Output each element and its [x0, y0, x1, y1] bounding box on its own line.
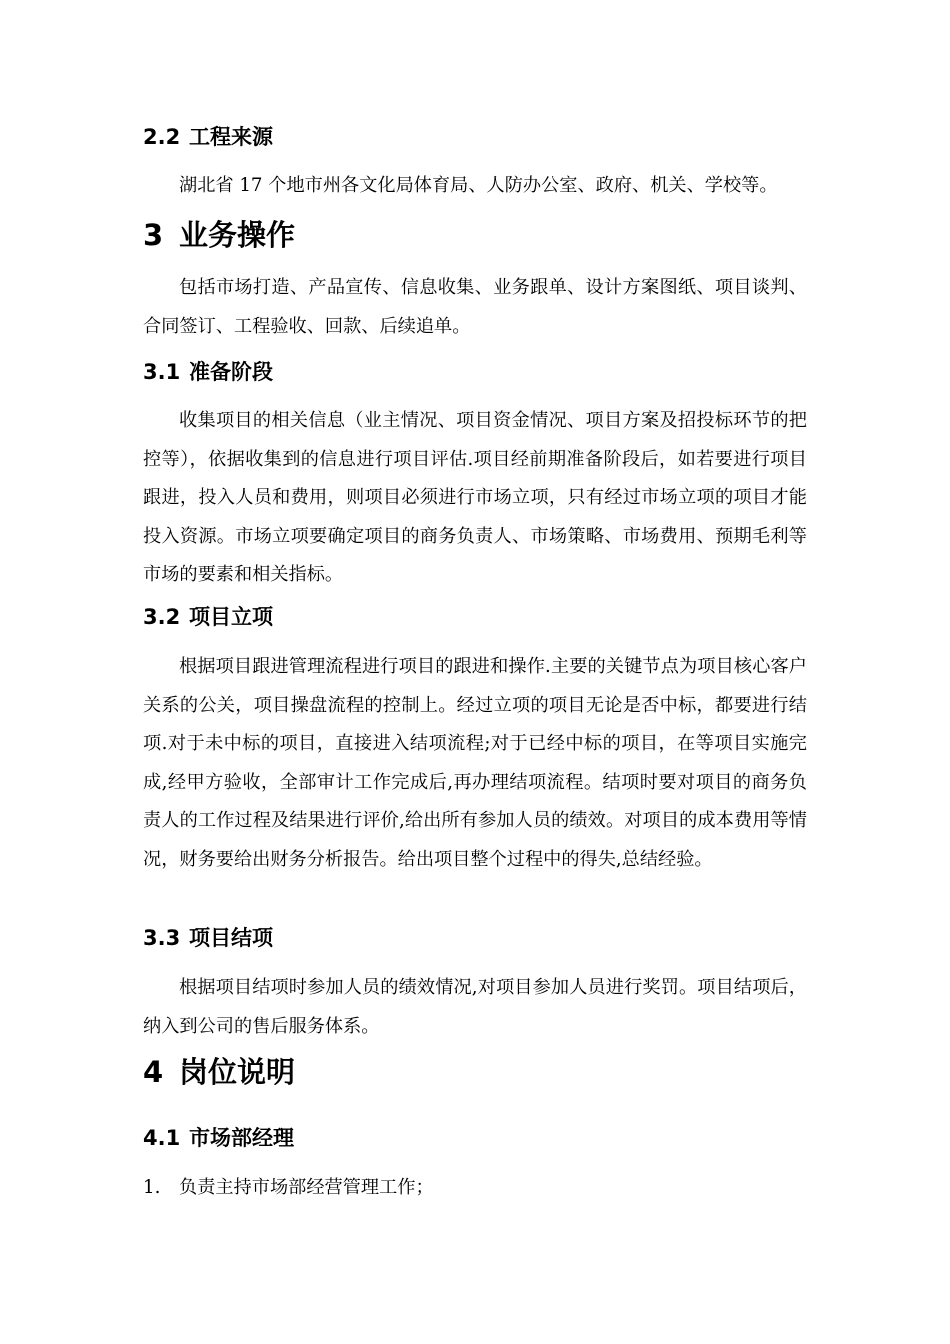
- heading-3: [143, 216, 295, 254]
- section-number: 3: [143, 218, 164, 252]
- section-number: 3.1: [143, 360, 181, 384]
- section-number: 3.2: [143, 605, 181, 629]
- paragraph-3-3: 根据项目结项时参加人员的绩效情况,对项目参加人员进行奖罚。项目结项后，纳入到公司的售后服务体系。: [143, 977, 807, 1037]
- paragraph-3-2: 根据项目跟进管理流程进行项目的跟进和操作.主要的关键节点为项目核心客户关系的公关，项目操盘流程的控制上。经过立项的项目无论是否中标，都要进行结项.对于未中标的项目，直接进入结项流程;对于已经中标的项目，在等项目实施完成,经甲方验收，全部审计工作完成后,再办理结项流程。结项时要对项目的商务负责人的工作过程及结果进行评价,给出所有参加人员的绩效。对项目的成本费用等情况，财务要给出财务分析报告。给出项目整个过程中的得失,总结经验。: [143, 656, 807, 870]
- section-number: 2.2: [143, 125, 181, 149]
- list-item-text: 负责主持市场部经营管理工作；: [179, 1177, 434, 1198]
- paragraph-3: 包括市场打造、产品宣传、信息收集、业务跟单、设计方案图纸、项目谈判、合同签订、工程验收、回款、后续追单。: [143, 277, 807, 337]
- section-title: 项目立项: [189, 605, 273, 629]
- section-title: 工程来源: [189, 125, 273, 149]
- section-title: 准备阶段: [189, 360, 273, 384]
- heading-4: [143, 1053, 295, 1091]
- paragraph-3-1: 收集项目的相关信息（业主情况、项目资金情况、项目方案及招投标环节的把控等），依据收集到的信息进行项目评估.项目经前期准备阶段后，如若要进行项目跟进，投入人员和费用，则项目必须进行市场立项，只有经过市场立项的项目才能投入资源。市场立项要确定项目的商务负责人、市场策略、市场费用、预期毛利等市场的要素和相关指标。: [143, 410, 807, 585]
- section-title: 岗位说明: [179, 1055, 296, 1089]
- section-number: 4: [143, 1055, 164, 1089]
- heading-3-3: [143, 924, 273, 952]
- section-title: 业务操作: [179, 218, 296, 252]
- list-marker: 1.: [143, 1177, 161, 1198]
- paragraph-2-2: 湖北省 17 个地市州各文化局体育局、人防办公室、政府、机关、学校等。: [179, 175, 778, 196]
- heading-2-2: [143, 123, 273, 151]
- heading-3-2: [143, 603, 273, 631]
- heading-4-1: [143, 1124, 294, 1152]
- section-title: 项目结项: [189, 926, 273, 950]
- heading-3-1: [143, 358, 273, 386]
- list-item: [143, 1169, 807, 1208]
- section-number: 3.3: [143, 926, 181, 950]
- section-title: 市场部经理: [189, 1126, 294, 1150]
- section-number: 4.1: [143, 1126, 181, 1150]
